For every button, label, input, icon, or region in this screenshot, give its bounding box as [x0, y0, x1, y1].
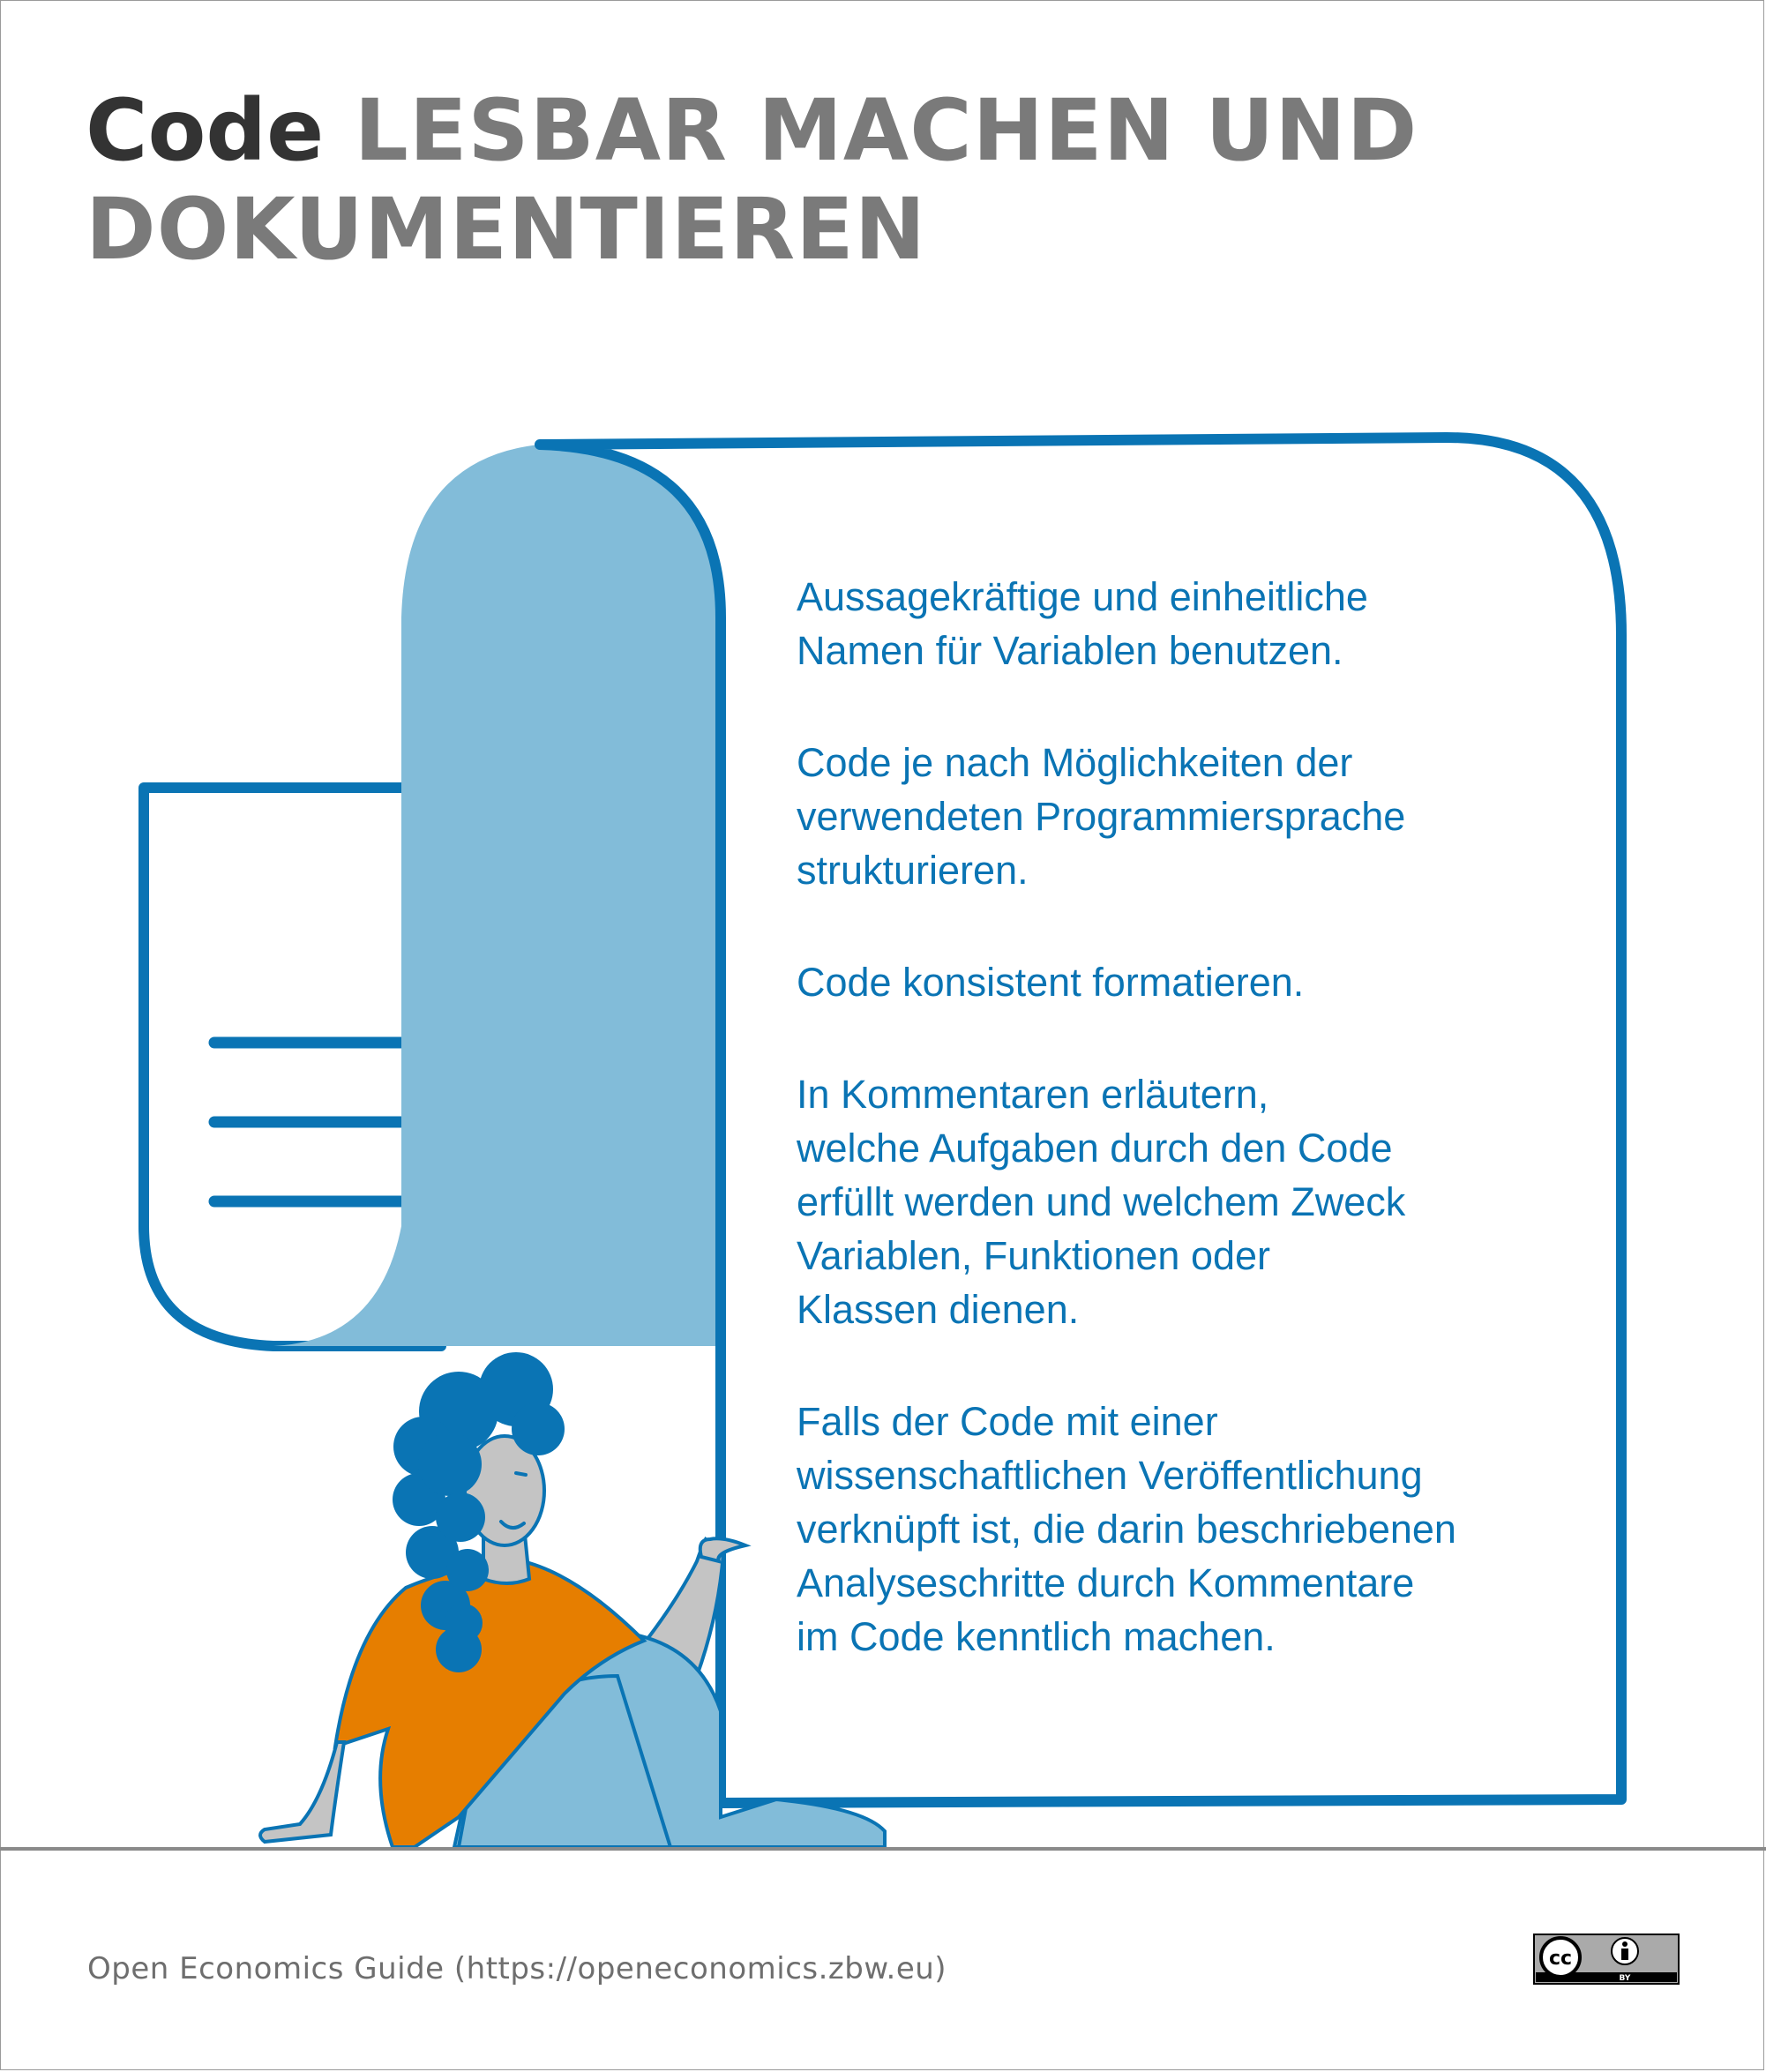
person-eye — [516, 1473, 526, 1475]
tip-format-consistently: Code konsistent formatieren. — [797, 960, 1305, 1005]
tips-list — [797, 570, 1608, 1722]
tip-structure-code: Code je nach Möglichkeiten der verwendeten Programmiersprache strukturieren. — [797, 740, 1406, 893]
title-rest: LESBAR MACHEN UND DOKUMENTIEREN — [86, 81, 1418, 279]
cc-by-license-icon[interactable] — [1533, 1934, 1680, 1985]
title-strong: Code — [86, 81, 325, 180]
tip-comments: In Kommentaren erläutern, welche Aufgaben durch den Code erfüllt werden und welchem Zweck Variablen, Funktionen oder Klassen dienen. — [797, 1072, 1406, 1332]
by-label: BY — [1619, 1974, 1631, 1983]
person-arm-support — [260, 1742, 344, 1842]
cc-label: cc — [1548, 1948, 1573, 1970]
tip-variable-names: Aussagekräftige und einheitliche Namen für Variablen benutzen. — [797, 574, 1368, 673]
ground-line — [0, 1847, 1766, 1851]
footer-credit: Open Economics Guide (https://openeconomics.zbw.eu) — [87, 1951, 947, 1986]
tip-publication-link: Falls der Code mit einer wissenschaftlichen Veröffentlichung verknüpft ist, die darin beschriebenen Analyseschritte durch Kommentare im Code kenntlich machen. — [797, 1399, 1456, 1659]
